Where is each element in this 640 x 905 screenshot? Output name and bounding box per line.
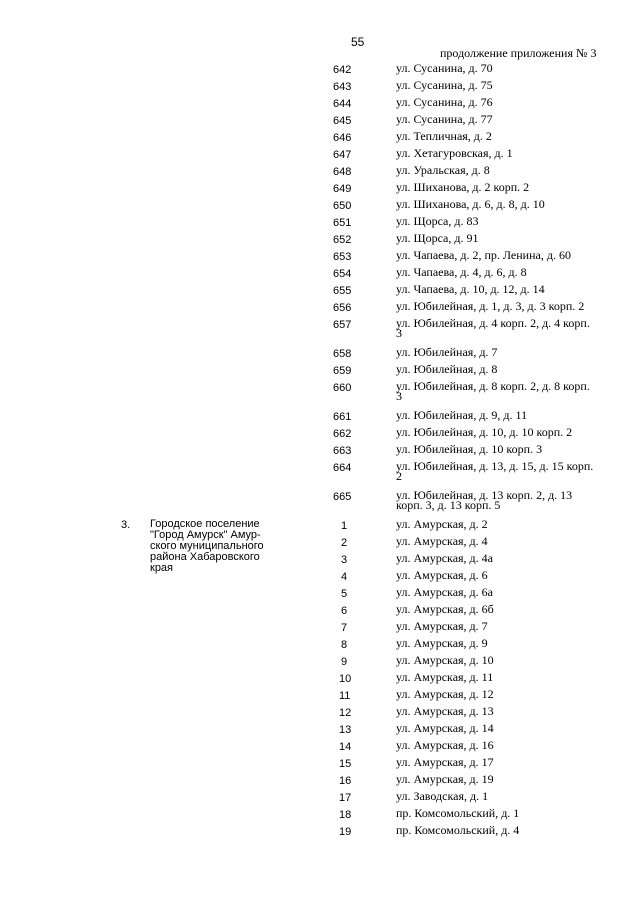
row-number: 4 bbox=[341, 571, 348, 583]
row-number: 644 bbox=[333, 98, 352, 110]
row-address: ул. Амурская, д. 4а bbox=[396, 551, 493, 565]
row-number: 6 bbox=[341, 605, 348, 617]
row-address: ул. Амурская, д. 4 bbox=[396, 534, 488, 548]
row-address: ул. Юбилейная, д. 13 корп. 2, д. 13 корп. 3, д. 13 корп. 5 bbox=[396, 488, 573, 512]
row-number: 649 bbox=[333, 183, 352, 195]
row-number: 5 bbox=[341, 588, 348, 600]
row-address: ул. Шиханова, д. 2 корп. 2 bbox=[396, 180, 530, 194]
section-name: Городское поселение "Город Амурск" Амур- ского муниципального района Хабаровского края bbox=[150, 518, 264, 574]
row-number: 15 bbox=[339, 758, 352, 770]
row-address: ул. Амурская, д. 16 bbox=[396, 738, 494, 752]
row-number: 655 bbox=[333, 285, 352, 297]
row-address: ул. Амурская, д. 6б bbox=[396, 602, 494, 616]
row-address: ул. Сусанина, д. 76 bbox=[396, 95, 493, 109]
row-address: ул. Амурская, д. 6 bbox=[396, 568, 488, 582]
section-number: 3. bbox=[121, 519, 131, 531]
row-number: 12 bbox=[339, 707, 352, 719]
row-number: 7 bbox=[341, 622, 348, 634]
row-address: ул. Сусанина, д. 75 bbox=[396, 78, 493, 92]
row-address: ул. Уральская, д. 8 bbox=[396, 163, 490, 177]
row-address: ул. Юбилейная, д. 7 bbox=[396, 345, 498, 359]
row-address: ул. Амурская, д. 17 bbox=[396, 755, 494, 769]
row-number: 643 bbox=[333, 81, 352, 93]
row-address: ул. Сусанина, д. 77 bbox=[396, 112, 493, 126]
row-number: 657 bbox=[333, 319, 352, 331]
row-address: ул. Юбилейная, д. 13, д. 15, д. 15 корп. 2 bbox=[396, 459, 594, 483]
row-number: 653 bbox=[333, 251, 352, 263]
row-address: ул. Тепличная, д. 2 bbox=[396, 129, 492, 143]
page-number: 55 bbox=[351, 35, 365, 49]
row-number: 664 bbox=[333, 462, 352, 474]
row-number: 8 bbox=[341, 639, 348, 651]
row-number: 652 bbox=[333, 234, 352, 246]
row-number: 3 bbox=[341, 554, 348, 566]
row-address: ул. Юбилейная, д. 8 bbox=[396, 362, 498, 376]
row-address: ул. Юбилейная, д. 9, д. 11 bbox=[396, 408, 528, 422]
row-address: ул. Хетагуровская, д. 1 bbox=[396, 146, 513, 160]
row-address: ул. Амурская, д. 6а bbox=[396, 585, 493, 599]
row-address: ул. Амурская, д. 10 bbox=[396, 653, 494, 667]
row-number: 656 bbox=[333, 302, 352, 314]
row-address: пр. Комсомольский, д. 4 bbox=[396, 823, 520, 837]
row-number: 2 bbox=[341, 537, 348, 549]
row-number: 10 bbox=[339, 673, 352, 685]
row-address: ул. Чапаева, д. 2, пр. Ленина, д. 60 bbox=[396, 248, 571, 262]
row-address: ул. Чапаева, д. 10, д. 12, д. 14 bbox=[396, 282, 545, 296]
row-number: 19 bbox=[339, 826, 352, 838]
row-address: ул. Юбилейная, д. 4 корп. 2, д. 4 корп. 3 bbox=[396, 316, 590, 340]
row-address: ул. Юбилейная, д. 10 корп. 3 bbox=[396, 442, 543, 456]
row-address: ул. Амурская, д. 2 bbox=[396, 517, 488, 531]
row-address: ул. Щорса, д. 91 bbox=[396, 231, 479, 245]
row-address: ул. Заводская, д. 1 bbox=[396, 789, 489, 803]
row-number: 665 bbox=[333, 491, 352, 503]
row-address: пр. Комсомольский, д. 1 bbox=[396, 806, 520, 820]
row-address: ул. Сусанина, д. 70 bbox=[396, 61, 493, 75]
row-address: ул. Юбилейная, д. 8 корп. 2, д. 8 корп. 3 bbox=[396, 379, 590, 403]
row-address: ул. Шиханова, д. 6, д. 8, д. 10 bbox=[396, 197, 545, 211]
row-address: ул. Юбилейная, д. 10, д. 10 корп. 2 bbox=[396, 425, 573, 439]
row-number: 658 bbox=[333, 348, 352, 360]
row-number: 646 bbox=[333, 132, 352, 144]
row-number: 661 bbox=[333, 411, 352, 423]
row-address: ул. Амурская, д. 14 bbox=[396, 721, 494, 735]
row-number: 651 bbox=[333, 217, 352, 229]
row-number: 663 bbox=[333, 445, 352, 457]
row-number: 662 bbox=[333, 428, 352, 440]
row-number: 648 bbox=[333, 166, 352, 178]
row-address: ул. Амурская, д. 9 bbox=[396, 636, 488, 650]
row-address: ул. Амурская, д. 11 bbox=[396, 670, 494, 684]
continuation-note: продолжение приложения № 3 bbox=[440, 46, 597, 60]
row-number: 13 bbox=[339, 724, 352, 736]
row-number: 11 bbox=[339, 690, 351, 702]
row-number: 659 bbox=[333, 365, 352, 377]
row-number: 1 bbox=[341, 520, 348, 532]
row-number: 654 bbox=[333, 268, 352, 280]
row-address: ул. Амурская, д. 7 bbox=[396, 619, 488, 633]
row-number: 660 bbox=[333, 382, 352, 394]
row-number: 18 bbox=[339, 809, 352, 821]
row-number: 17 bbox=[339, 792, 352, 804]
row-number: 642 bbox=[333, 64, 352, 76]
row-number: 14 bbox=[339, 741, 352, 753]
row-number: 647 bbox=[333, 149, 352, 161]
row-address: ул. Амурская, д. 12 bbox=[396, 687, 494, 701]
row-address: ул. Чапаева, д. 4, д. 6, д. 8 bbox=[396, 265, 527, 279]
row-number: 645 bbox=[333, 115, 352, 127]
row-address: ул. Щорса, д. 83 bbox=[396, 214, 479, 228]
row-address: ул. Амурская, д. 13 bbox=[396, 704, 494, 718]
row-address: ул. Юбилейная, д. 1, д. 3, д. 3 корп. 2 bbox=[396, 299, 585, 313]
row-number: 16 bbox=[339, 775, 352, 787]
row-number: 650 bbox=[333, 200, 352, 212]
row-address: ул. Амурская, д. 19 bbox=[396, 772, 494, 786]
row-number: 9 bbox=[341, 656, 348, 668]
